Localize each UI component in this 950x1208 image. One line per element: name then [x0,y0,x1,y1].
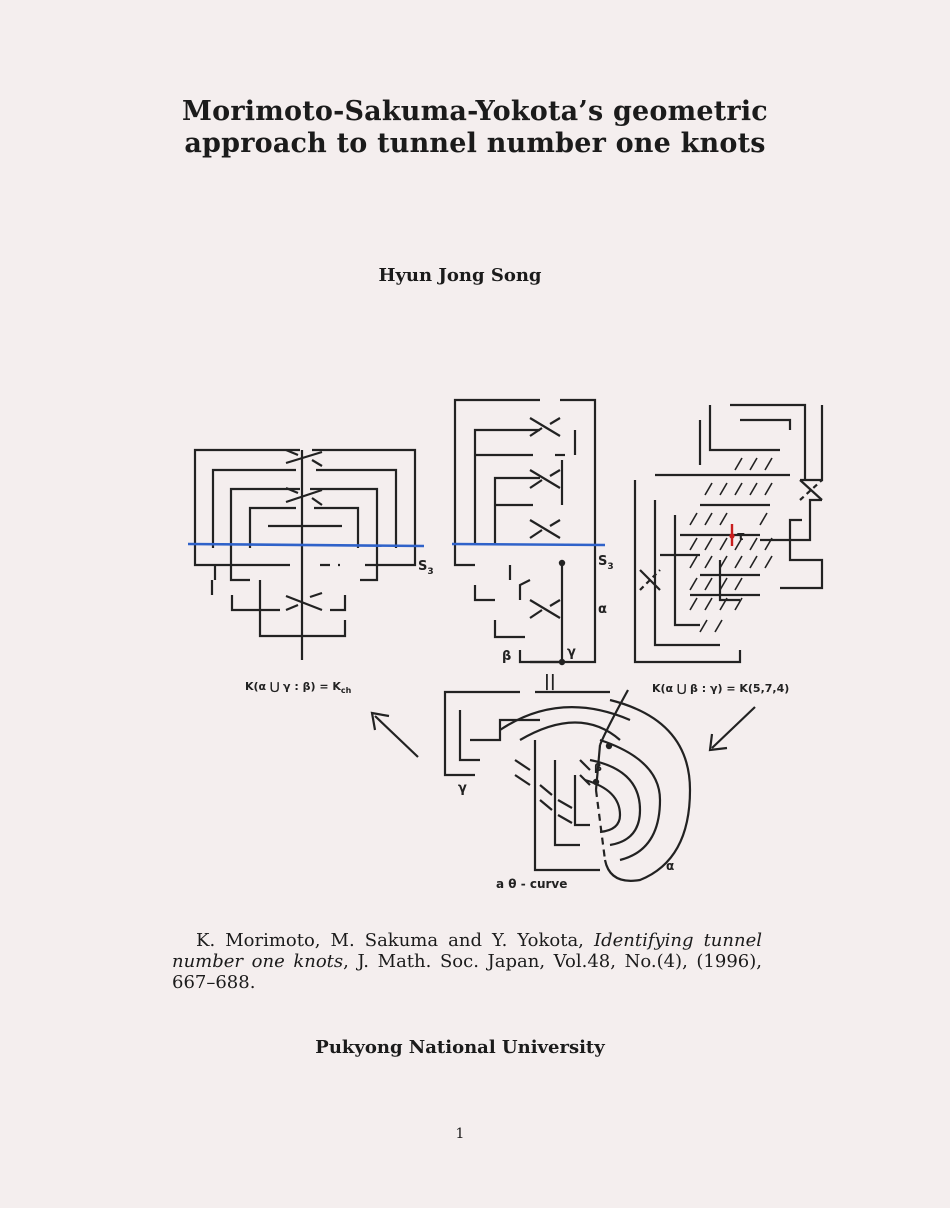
title-line-2: approach to tunnel number one knots [184,128,766,159]
middle-knot-diagram [455,400,595,662]
left-knot-diagram [195,450,415,660]
page-number: 1 [455,1126,465,1142]
vertex-dot-theta-1 [606,743,612,749]
reference-journal: , J. Math. Soc. Japan, Vol.48, No.(4), (1996), 667–688. [172,951,762,993]
gamma-label-bottom: γ [458,781,467,796]
s3-label-middle: $S_3$ [598,554,614,572]
s3-plane-left [188,544,424,546]
vertex-dot-lower [559,659,565,665]
s3-plane-middle [452,544,605,545]
vertex-dot-theta-2 [593,779,599,785]
tau-dot [729,533,734,538]
reference-title-part-2: tunnel number one knots [172,930,762,972]
alpha-label-middle: α [598,602,607,617]
reference-citation [172,930,762,993]
title-line-1: Morimoto-Sakuma-Yokota’s geometric [182,96,768,127]
university-name: Pukyong National University [315,1037,605,1058]
alpha-label-bottom: α [666,859,675,873]
right-formula: K(α ⋃ β : γ) = K(5,7,4) [652,682,790,695]
equals-sign: || [544,671,556,690]
author-name: Hyun Jong Song [378,265,542,286]
left-formula: K(α ⋃ γ : $\beta) = K_{ch}$ [245,680,352,695]
gamma-label-middle: γ [567,645,576,660]
arrow-left-up [372,713,418,757]
beta-label-bottom: β [594,761,602,774]
theta-curve-diagram [445,690,690,881]
beta-label-middle: β [502,649,512,664]
reference-title-part-1: Identifying [593,930,694,951]
reference-authors: K. Morimoto, M. Sakuma and Y. Yokota, [196,930,584,951]
right-band-diagram [635,405,822,662]
tau-label: τ [737,529,745,543]
theta-curve-caption: a θ - curve [496,877,568,891]
s3-label-left: $S_3$ [418,559,434,577]
arrow-right-down [710,707,755,750]
vertex-dot-upper [559,560,565,566]
